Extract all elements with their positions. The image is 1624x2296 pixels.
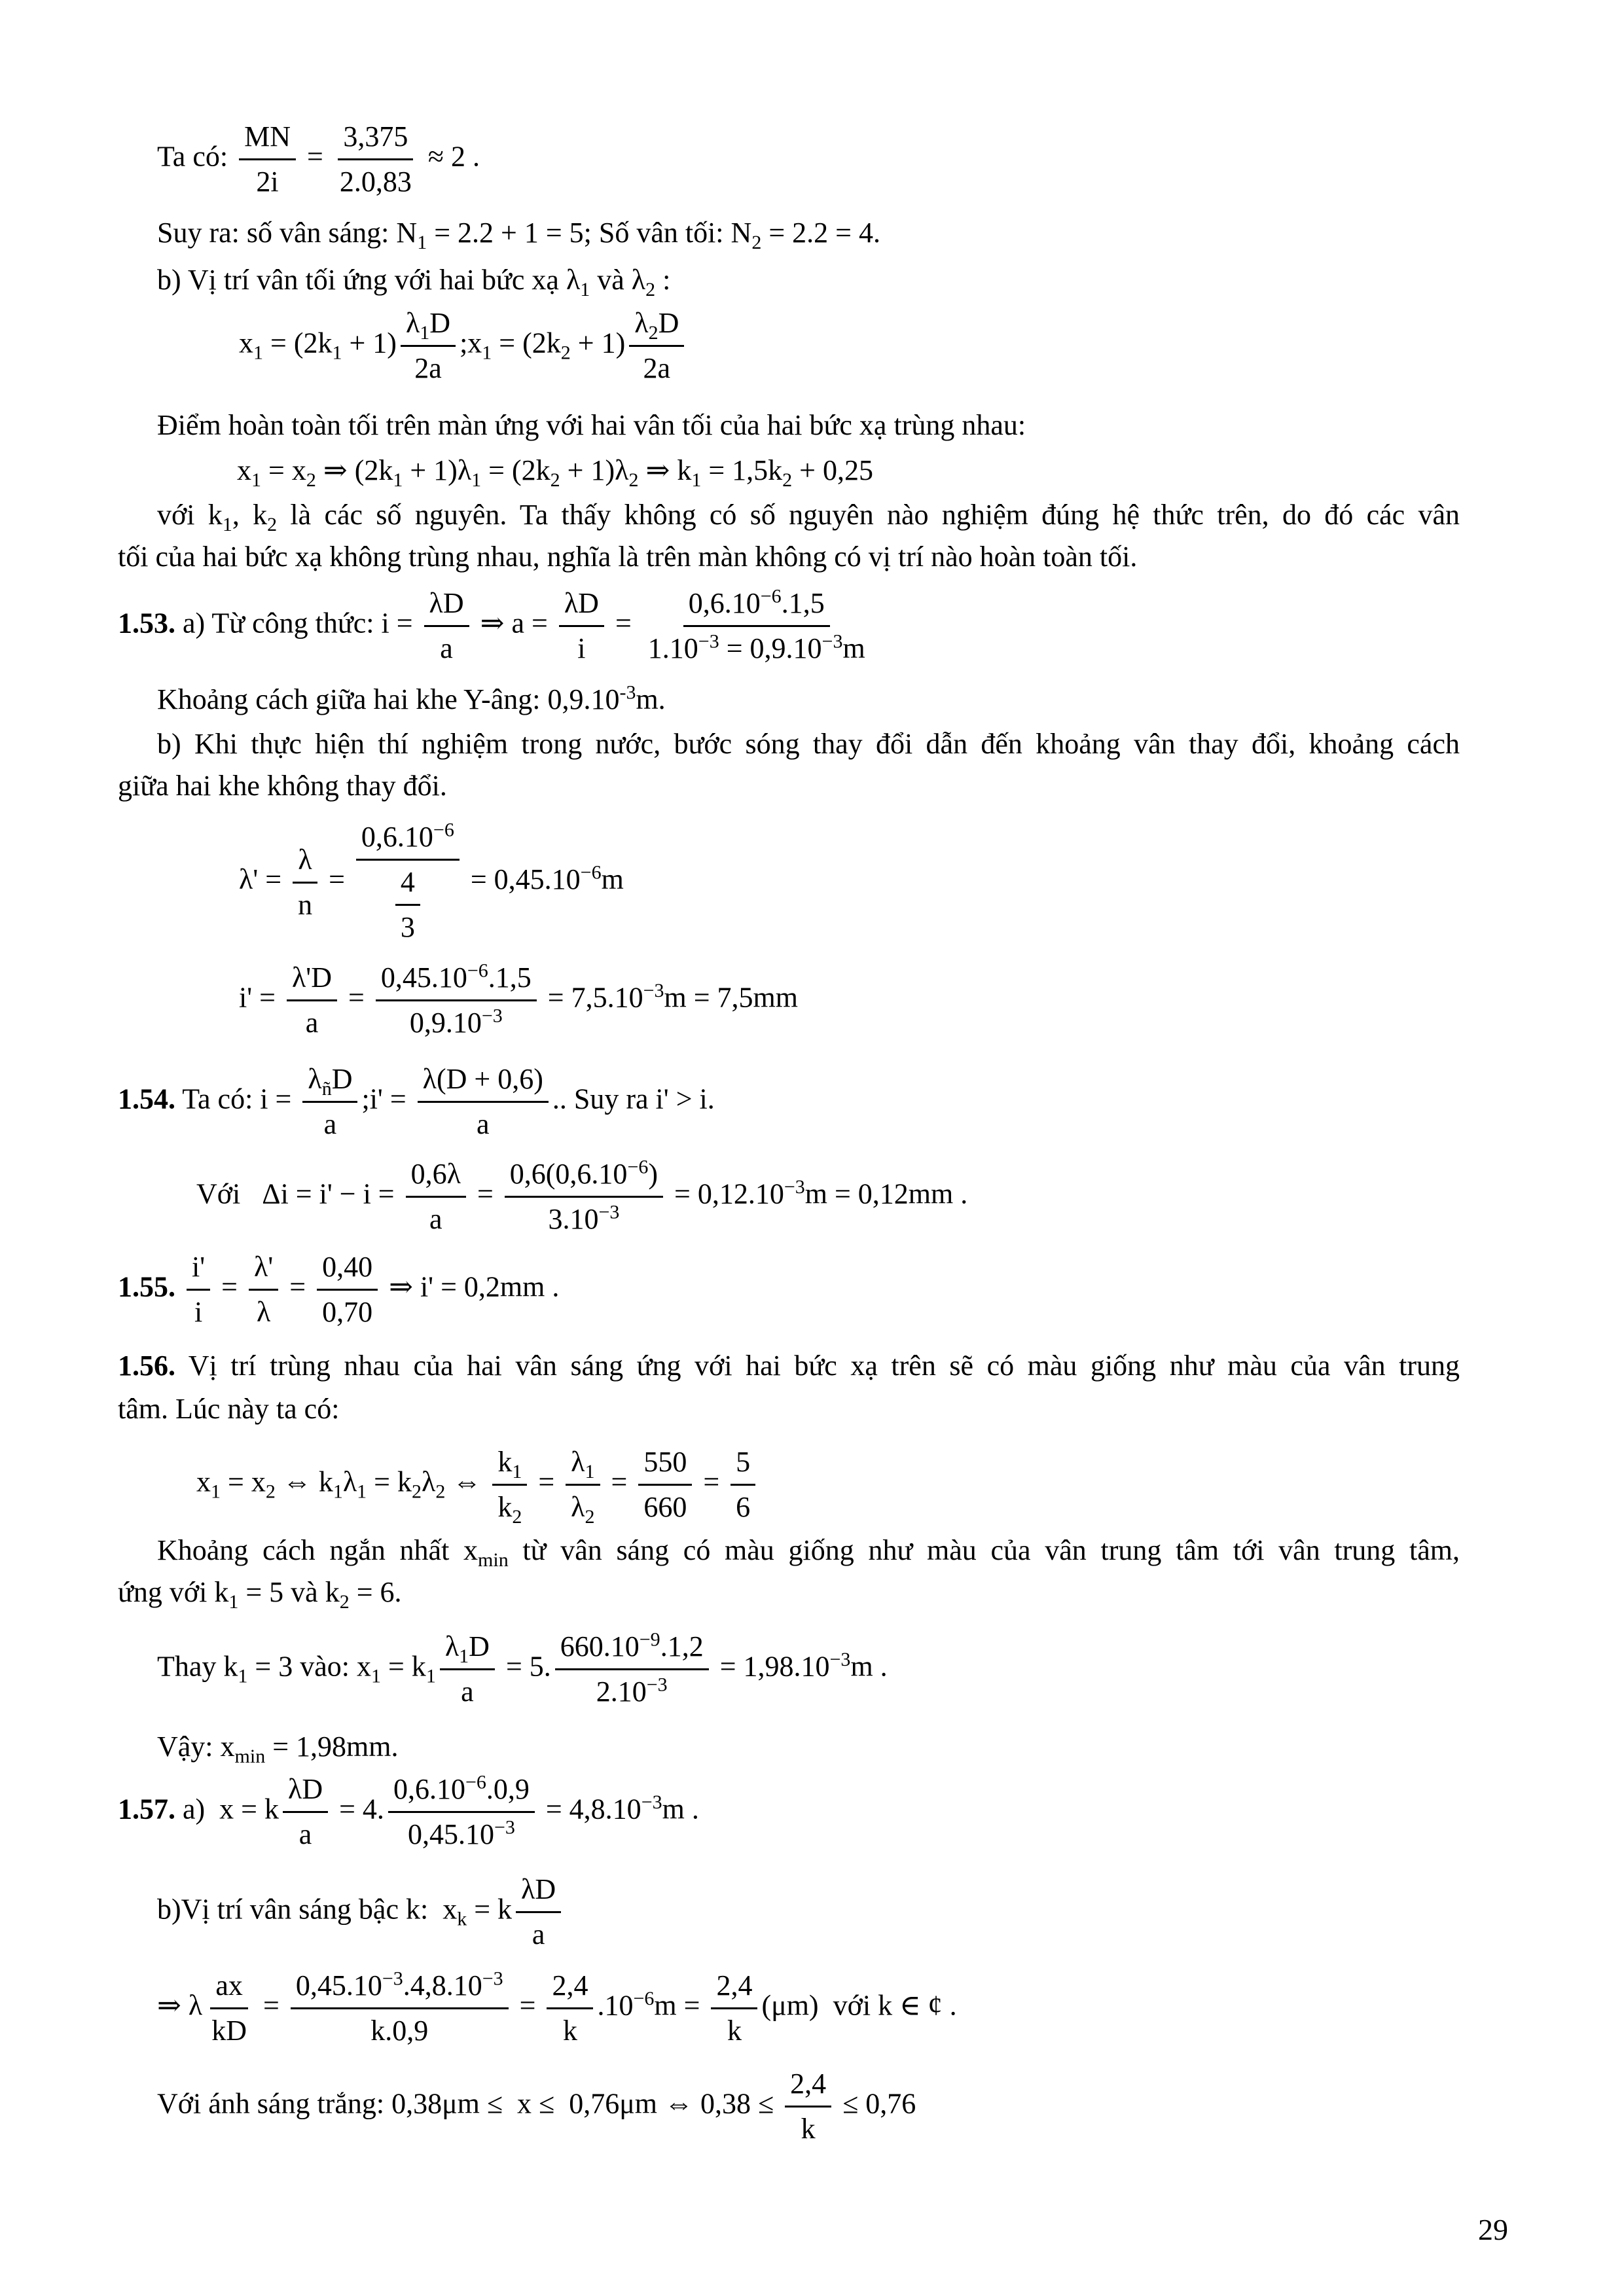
line-fringe-count: Suy ra: số vân sáng: $N_1 = 2.2 + 1 = 5$; Số vân tối: $N_2 = 2.2 = 4$. <box>157 217 880 253</box>
line-dark-fringe-intro: b) Vị trí vân tối ứng với hai bức xạ $\lambda_1$ và $\lambda_2$ : <box>157 264 671 300</box>
problem-1-56-1: 1.56. Vị trí trùng nhau của hai vân sáng ứng với hai bức xạ trên sẽ có màu giống như màu của vân trung <box>118 1350 1460 1382</box>
problem-1-57-a: 1.57. a) x = k $\frac{\lambda D}{a}$ = 4. $\frac{0,6.10^{-6}.0,9}{0,45.10^{-3}}$ = $4,8.10^{-3}m$ . <box>118 1771 699 1850</box>
formula-white-light: Với ánh sáng trắng: 0,38μm ≤ x ≤ 0,76μm ⇔ 0,38 ≤ $\frac{2,4}{k}$ ≤ 0,76 <box>157 2065 916 2148</box>
formula-k-relation: $x_1 = x_2$ ⇒ $(2k_1 + 1)\lambda_1 = (2k_2 + 1)\lambda_2$ ⇒ $k_1 = 1,5k_2 + 0,25$ <box>237 454 873 491</box>
line-ratio-mn: Ta có: $\frac{MN}{2i}$ = $\frac{3,375}{2.0,83}$ ≈ 2 . <box>157 118 480 201</box>
formula-dark-positions: $x_1 = (2k_1 + 1)$ $\frac{\lambda_1D}{2a}$ $;x_1 = (2k_2 + 1)$ $\frac{\lambda_2D}{2a}$ <box>239 304 688 387</box>
problem-1-53-b-2: giữa hai khe không thay đổi. <box>118 770 447 802</box>
formula-i-prime: i' = $\frac{\lambda'D}{a}$ = $\frac{0,45.10^{-6}.1,5}{0,9.10^{-3}}$ = $7,5.10^{-3}m = 7,5mm$ <box>239 960 799 1039</box>
line-conclusion-1: với $k_1$, $k_2$ là các số nguyên. Ta thấy không có số nguyên nào nghiệm đúng hệ thức trên, do đó các vân <box>157 499 1460 535</box>
problem-1-54: 1.54. Ta có: i = $\lambda_ñD$ a ;i' = $\frac{\lambda(D + 0,6)}{a}$ .. Suy ra i' > i. <box>118 1060 715 1143</box>
formula-delta-i: Với Δi = i' − i = $\frac{0,6\lambda}{a}$ = $\frac{0,6(0,6.10^{-6})}{3.10^{-3}}$ = $0,12.10^{-3}m = 0,12mm$ . <box>196 1156 968 1235</box>
problem-1-56-2: tâm. Lúc này ta có: <box>118 1393 340 1425</box>
formula-coincidence: $x_1 = x_2$ ⇔ $k_1\lambda_1 = k_2\lambda_2$ ⇔ $\frac{k_1}{k_2}$ = $\frac{\lambda_1}{\lambda_2}$ = $\frac{550}{660}$ = $\frac{5}{6}$ <box>196 1443 759 1526</box>
problem-1-55: 1.55. $\frac{i'}{i}$ = $\frac{\lambda'}{\lambda}$ = $\frac{0,40}{0,70}$ ⇒ i' = 0,2mm . <box>118 1248 559 1331</box>
formula-lambda-k: ⇒ λ $\frac{ax}{kD}$ = $\frac{0,45.10^{-3}.4,8.10^{-3}}{k.0,9}$ = $\frac{2,4}{k}$ $.10^{-6}m$ = $\frac{2,4}{k}$ (μm) với k ∈ ¢ . <box>157 1967 957 2047</box>
line-full-dark-condition: Điểm hoàn toàn tối trên màn ứng với hai vân tối của hai bức xạ trùng nhau: <box>157 409 1026 441</box>
line-xmin-2: ứng với $k_1 = 5$ và $k_2 = 6$. <box>118 1576 402 1613</box>
line-xmin-result: Vậy: $x_{min} = 1,98mm$. <box>157 1731 399 1767</box>
problem-1-53-a: 1.53. a) Từ công thức: i = $\frac{\lambda D}{a}$ ⇒ a = $\frac{\lambda D}{i}$ = $\frac{0,6.10^{-6}.1,5}{1.10^{-3} = 0,9.10^{-3}m}$ <box>118 585 865 664</box>
formula-lambda-prime: λ' = $\frac{\lambda}{n}$ = $\frac{0,6.10^{-6}}{\frac{4}{3}}$ = $0,45.10^{-6}m$ <box>239 819 624 943</box>
line-conclusion-2: tối của hai bức xạ không trùng nhau, nghĩa là trên màn không có vị trí nào hoàn toàn tối. <box>118 541 1138 573</box>
line-xmin-1: Khoảng cách ngắn nhất $x_{min}$ từ vân sáng có màu giống như màu của vân trung tâm tới vân trung tâm, <box>157 1534 1460 1571</box>
problem-1-53-b-1: b) Khi thực hiện thí nghiệm trong nước, bước sóng thay đổi dẫn đến khoảng vân thay đổi, khoảng cách <box>157 728 1460 760</box>
problem-1-57-b: b)Vị trí vân sáng bậc k: $x_k = k$ $\frac{\lambda D}{a}$ <box>157 1871 565 1954</box>
page-number: 29 <box>1478 2213 1508 2246</box>
line-slit-distance: Khoảng cách giữa hai khe Y-âng: $0,9.10^{-3}m$. <box>157 681 666 715</box>
formula-x1-substitution: Thay $k_1 = 3$ vào: $x_1 = k_1$ $\frac{\lambda_1D}{a}$ = 5. $\frac{660.10^{-9}.1,2}{2.10^{-3}}$ = $1,98.10^{-3}m$ . <box>157 1628 888 1708</box>
